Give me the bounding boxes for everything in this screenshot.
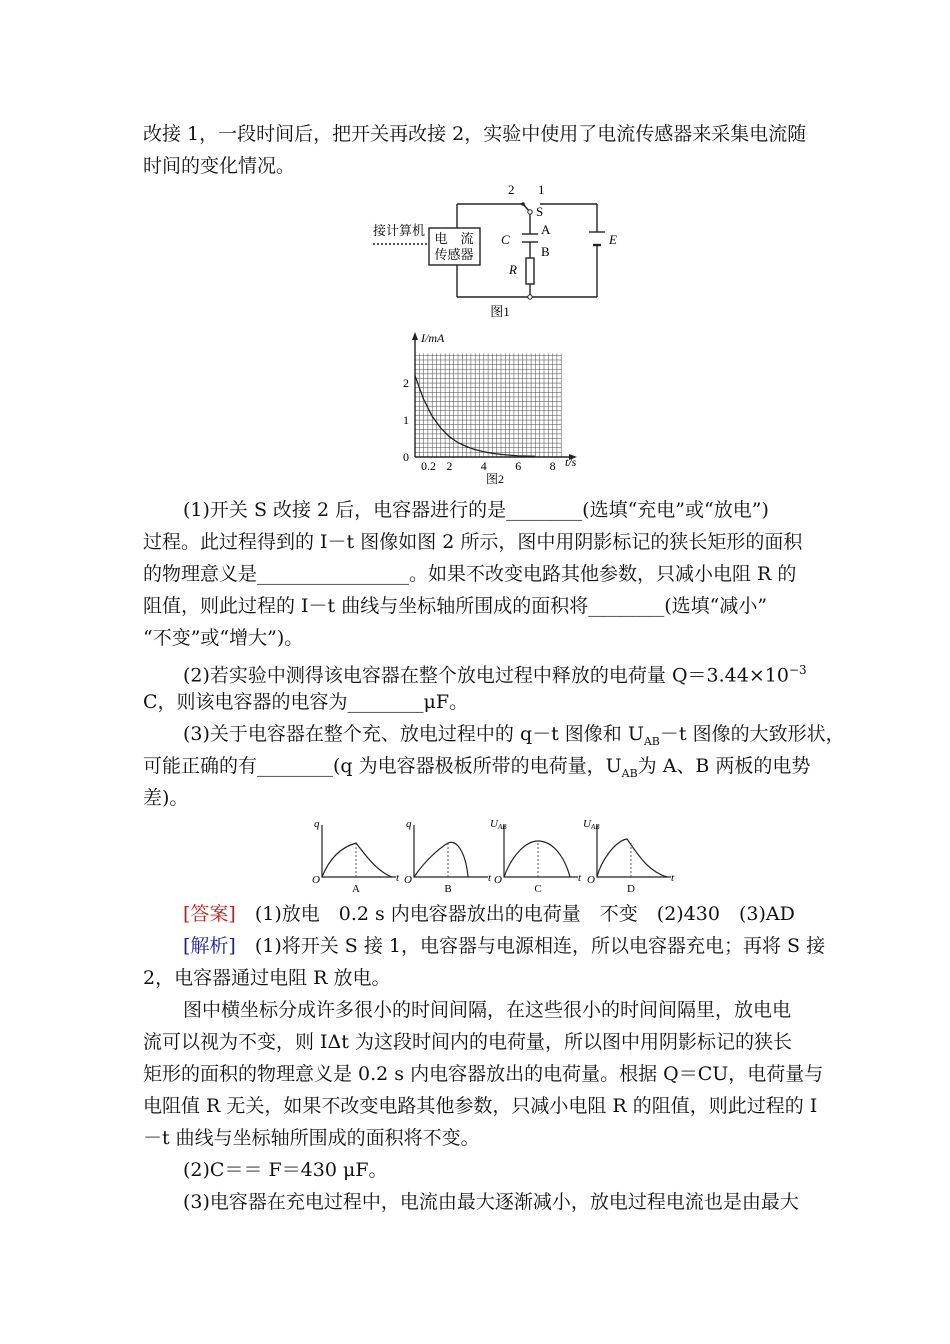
option-letter: A: [352, 883, 360, 895]
emf-label: E: [609, 232, 617, 247]
option-d-graph: [583, 818, 675, 895]
figure-2-caption: 图2: [485, 472, 505, 486]
q2-line-1: (2)若实验中测得该电容器在整个放电过程中释放的电荷量 $Q=3.44\times 10^{-3}$: [183, 663, 807, 687]
analysis-line-1: [解析] (1)将开关 S 接 1，电容器与电源相连，所以电容器充电；再将 S 接: [183, 935, 826, 957]
x-tick-label: 6: [515, 459, 522, 473]
intro-line-1: 改接 1，一段时间后，把开关再改接 2，实验中使用了电流传感器来采集电流随: [143, 123, 807, 145]
q1-line-4: 阻值，则此过程的 I－t 曲线与坐标轴所围成的面积将________(选填“减小”: [143, 595, 768, 617]
svg-text:O: O: [587, 874, 595, 886]
svg-text:t: t: [578, 872, 582, 884]
q2-line-2: C，则该电容器的电容为________μF。: [143, 691, 469, 713]
analysis-line-4: 流可以视为不变，则 IΔt 为这段时间内的电荷量，所以图中用阴影标记的狭长: [143, 1031, 792, 1053]
options-figure: [310, 815, 680, 895]
y-tick-label: 2: [403, 376, 409, 390]
analysis-line-6: 电阻值 R 无关，如果不改变电路其他参数，只减小电阻 R 的阻值，则此过程的 I: [143, 1095, 818, 1117]
answer-line: [183, 899, 795, 929]
plate-b-label: B: [541, 244, 550, 259]
q1-line-5: “不变”或“增大”)。: [143, 627, 304, 649]
option-letter: C: [534, 883, 542, 895]
q3-line-3: 差)。: [143, 787, 189, 809]
y-axis-label: I/mA: [421, 331, 445, 345]
svg-text:O: O: [494, 874, 502, 886]
analysis-line-3: 图中横坐标分成许多很小的时间间隔，在这些很小的时间间隔里，放电电: [183, 999, 792, 1021]
svg-text:q: q: [406, 818, 412, 830]
option-a-graph: [312, 818, 400, 895]
intro-line-2: 时间的变化情况。: [143, 155, 296, 177]
answer-text: (1)放电 0.2 s 内电容器放出的电荷量 不变 (2)430 (3)AD: [254, 903, 795, 925]
svg-text:O: O: [404, 874, 412, 886]
it-graph-figure-2: [395, 330, 595, 490]
resistor-label: R: [509, 262, 517, 277]
plate-a-label: A: [541, 222, 551, 237]
y-tick-label: 1: [403, 413, 409, 427]
q1-line-3: 的物理意义是________________。如果不改变电路其他参数，只减小电阻 R 的: [143, 563, 797, 585]
svg-text:t: t: [396, 872, 400, 884]
svg-text:t: t: [488, 872, 492, 884]
analysis-line-8: (2)C＝＝ F＝430 μF。: [183, 1159, 388, 1181]
q3-line-2: 可能正确的有________(q 为电容器极板所带的电荷量，$U_{AB}$为 A、B 两板的电势: [143, 755, 811, 780]
switch-label: S: [536, 204, 544, 219]
option-letter: D: [627, 883, 635, 895]
option-letter: B: [444, 883, 452, 895]
sensor-label-2: 传感器: [434, 247, 474, 262]
answer-tag: [答案]: [183, 903, 236, 925]
x-tick-label: 8: [549, 459, 556, 473]
q2-exponent: −3: [788, 663, 807, 677]
x-tick-label: 4: [480, 459, 487, 473]
analysis-line-2: 2，电容器通过电阻 R 放电。: [143, 967, 391, 989]
circuit-figure-1: [365, 180, 635, 325]
svg-text:t: t: [671, 872, 675, 884]
switch-pos-1: 1: [538, 182, 545, 197]
capacitor-label: C: [501, 232, 510, 247]
x-tick-label: 2: [446, 459, 453, 473]
analysis-tag: [解析]: [183, 935, 236, 957]
y-tick-label: 0: [403, 450, 409, 464]
figure-1-caption: 图1: [490, 304, 510, 319]
graph-grid: [415, 353, 561, 457]
x-axis-label: t/s: [565, 455, 577, 469]
option-b-graph: [404, 818, 492, 895]
option-c-graph: [490, 818, 582, 895]
analysis-line-7: －t 曲线与坐标轴所围成的面积将不变。: [143, 1127, 480, 1149]
q1-line-1: (1)开关 S 改接 2 后，电容器进行的是________(选填“充电”或“放电”): [183, 499, 769, 521]
svg-text:UAB: UAB: [583, 818, 600, 831]
analysis-line-9: (3)电容器在充电过程中，电流由最大逐渐减小，放电过程电流也是由最大: [183, 1191, 799, 1213]
q3-line-1: (3)关于电容器在整个充、放电过程中的 q－t 图像和 $U_{AB}-t$ 图像的大致形状，: [183, 723, 845, 748]
y-axis-arrow: [412, 332, 418, 340]
q1-line-2: 过程。此过程得到的 I－t 图像如图 2 所示，图中用阴影标记的狭长矩形的面积: [143, 531, 803, 553]
sensor-label-1: 电 流: [434, 231, 474, 246]
pc-label: 接计算机: [373, 223, 426, 238]
svg-text:O: O: [312, 874, 320, 886]
x-tick-label: 0.2: [420, 459, 436, 473]
svg-text:q: q: [314, 818, 320, 830]
switch-pos-2: 2: [508, 182, 515, 197]
svg-text:UAB: UAB: [490, 818, 507, 831]
analysis-line-5: 矩形的面积的物理意义是 0.2 s 内电容器放出的电荷量。根据 Q＝CU，电荷量与: [143, 1063, 824, 1085]
